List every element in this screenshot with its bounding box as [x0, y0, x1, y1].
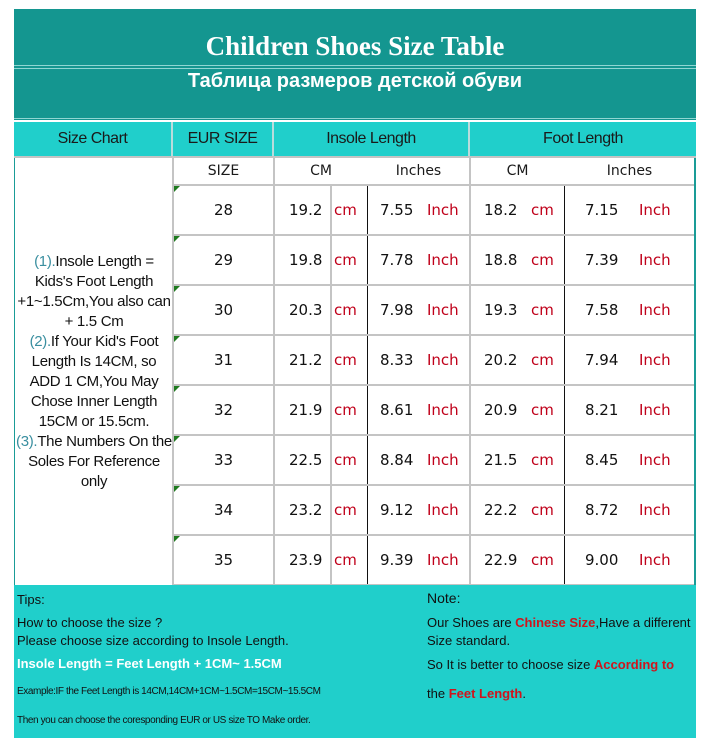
row-foot-cm: 20.9: [484, 401, 518, 419]
title-divider: [14, 65, 696, 66]
row-insole-in: 9.12: [380, 501, 414, 519]
row-size: 31: [213, 351, 234, 369]
row-foot-in: 8.45: [585, 451, 619, 469]
note-line-3: So It is better to choose size According to: [427, 657, 675, 672]
grid-line: [469, 158, 471, 585]
row-foot-in: 8.72: [585, 501, 619, 519]
row-size: 35: [213, 551, 234, 569]
header-foot-length: Foot Length: [470, 122, 696, 156]
size-table-sheet: [14, 9, 696, 738]
row-foot-in: 8.21: [585, 401, 619, 419]
title-divider: [14, 68, 696, 69]
row-insole-cm-unit: cm: [334, 551, 357, 569]
subheader-insole-inches: Inches: [395, 163, 442, 179]
row-foot-in-unit: Inch: [639, 301, 671, 319]
row-insole-in: 8.61: [380, 401, 414, 419]
row-insole-in-unit: Inch: [427, 301, 459, 319]
tips-example: Example:IF the Feet Length is 14CM,14CM+1CM~1.5CM=15CM~15.5CM: [17, 686, 321, 697]
row-insole-in: 9.39: [380, 551, 414, 569]
row-foot-cm-unit: cm: [531, 401, 554, 419]
note-line-1: Our Shoes are Chinese Size,Have a different: [427, 615, 691, 630]
row-insole-cm: 19.8: [289, 251, 323, 269]
row-foot-in-unit: Inch: [639, 401, 671, 419]
row-foot-cm: 19.3: [484, 301, 518, 319]
header-insole-length: Insole Length: [274, 122, 470, 156]
row-insole-in: 7.98: [380, 301, 414, 319]
tips-footer: [14, 585, 696, 738]
row-insole-cm-unit: cm: [334, 401, 357, 419]
row-foot-in-unit: Inch: [639, 501, 671, 519]
row-insole-in-unit: Inch: [427, 351, 459, 369]
subheader-insole-cm: CM: [310, 163, 332, 179]
row-foot-in: 7.39: [585, 251, 619, 269]
grid-line: [694, 158, 696, 585]
row-insole-in-unit: Inch: [427, 551, 459, 569]
row-insole-in-unit: Inch: [427, 451, 459, 469]
note-1-number: (1).: [34, 253, 56, 270]
row-foot-in-unit: Inch: [639, 451, 671, 469]
row-insole-in-unit: Inch: [427, 201, 459, 219]
note-2-text: If Your Kid's Foot Length Is 14CM, so ADD 1 CM,You May Chose Inner Length 15CM or 15.5cm.: [29, 333, 159, 430]
header-eur-size: EUR SIZE: [173, 122, 274, 156]
row-insole-cm: 23.9: [289, 551, 323, 569]
row-foot-cm-unit: cm: [531, 251, 554, 269]
row-foot-in-unit: Inch: [639, 251, 671, 269]
row-foot-cm-unit: cm: [531, 451, 554, 469]
row-size: 29: [213, 251, 234, 269]
row-insole-in-unit: Inch: [427, 251, 459, 269]
row-size: 30: [213, 301, 234, 319]
title-divider: [14, 118, 696, 119]
tips-then: Then you can choose the coresponding EUR or US size TO Make order.: [17, 715, 311, 726]
row-foot-cm: 18.8: [484, 251, 518, 269]
tips-advice: Please choose size according to Insole Length.: [17, 633, 289, 648]
title-english: Children Shoes Size Table: [205, 31, 505, 61]
row-insole-in-unit: Inch: [427, 501, 459, 519]
row-foot-in: 7.94: [585, 351, 619, 369]
row-foot-cm: 22.2: [484, 501, 518, 519]
note-line-4: the Feet Length.: [427, 686, 526, 701]
row-insole-cm: 22.5: [289, 451, 323, 469]
row-insole-cm-unit: cm: [334, 201, 357, 219]
tips-label: Tips:: [17, 592, 45, 607]
row-foot-cm: 20.2: [484, 351, 518, 369]
subheader-foot-cm: CM: [506, 163, 529, 179]
row-insole-cm: 19.2: [289, 201, 323, 219]
row-insole-cm: 23.2: [289, 501, 323, 519]
row-insole-in-unit: Inch: [427, 401, 459, 419]
row-insole-in: 7.78: [380, 251, 414, 269]
row-foot-cm-unit: cm: [531, 351, 554, 369]
tips-question: How to choose the size ?: [17, 615, 163, 630]
row-insole-cm: 20.3: [289, 301, 323, 319]
row-foot-cm-unit: cm: [531, 301, 554, 319]
row-foot-cm: 18.2: [484, 201, 518, 219]
subheader-foot-inches: Inches: [606, 163, 653, 179]
row-insole-in: 8.84: [380, 451, 414, 469]
row-size: 34: [213, 501, 234, 519]
subheader-size: SIZE: [207, 163, 240, 179]
row-insole-cm-unit: cm: [334, 251, 357, 269]
row-foot-in-unit: Inch: [639, 201, 671, 219]
row-size: 28: [213, 201, 234, 219]
row-insole-cm-unit: cm: [334, 351, 357, 369]
note-2-number: (2).: [29, 333, 51, 350]
row-insole-in: 7.55: [380, 201, 414, 219]
row-size: 32: [213, 401, 234, 419]
row-foot-cm-unit: cm: [531, 551, 554, 569]
note-3-text: The Numbers On the Soles For Reference only: [28, 433, 172, 490]
row-insole-cm-unit: cm: [334, 501, 357, 519]
row-foot-in: 7.58: [585, 301, 619, 319]
note-1-text: Insole Length = Kids's Foot Length +1~1.5Cm,You also can + 1.5 Cm: [17, 253, 171, 330]
row-foot-cm: 22.9: [484, 551, 518, 569]
row-foot-cm-unit: cm: [531, 201, 554, 219]
row-foot-in-unit: Inch: [639, 551, 671, 569]
note-line-2: Size standard.: [427, 633, 511, 648]
note-label: Note:: [427, 590, 461, 606]
row-insole-cm: 21.2: [289, 351, 323, 369]
header-size-chart: Size Chart: [14, 122, 173, 156]
row-insole-cm: 21.9: [289, 401, 323, 419]
note-3-number: (3).: [16, 433, 38, 450]
grid-line: [273, 158, 275, 585]
notes-text: [15, 252, 173, 492]
row-foot-in: 7.15: [585, 201, 619, 219]
row-size: 33: [213, 451, 234, 469]
row-foot-cm: 21.5: [484, 451, 518, 469]
row-foot-in: 9.00: [585, 551, 619, 569]
tips-formula: Insole Length = Feet Length + 1CM~ 1.5CM: [17, 656, 282, 671]
title-russian: Таблица размеров детской обуви: [187, 70, 523, 92]
size-chart-notes: [14, 158, 173, 585]
row-foot-cm-unit: cm: [531, 501, 554, 519]
row-insole-cm-unit: cm: [334, 451, 357, 469]
title-band: [14, 9, 696, 120]
row-insole-cm-unit: cm: [334, 301, 357, 319]
row-foot-in-unit: Inch: [639, 351, 671, 369]
row-insole-in: 8.33: [380, 351, 414, 369]
